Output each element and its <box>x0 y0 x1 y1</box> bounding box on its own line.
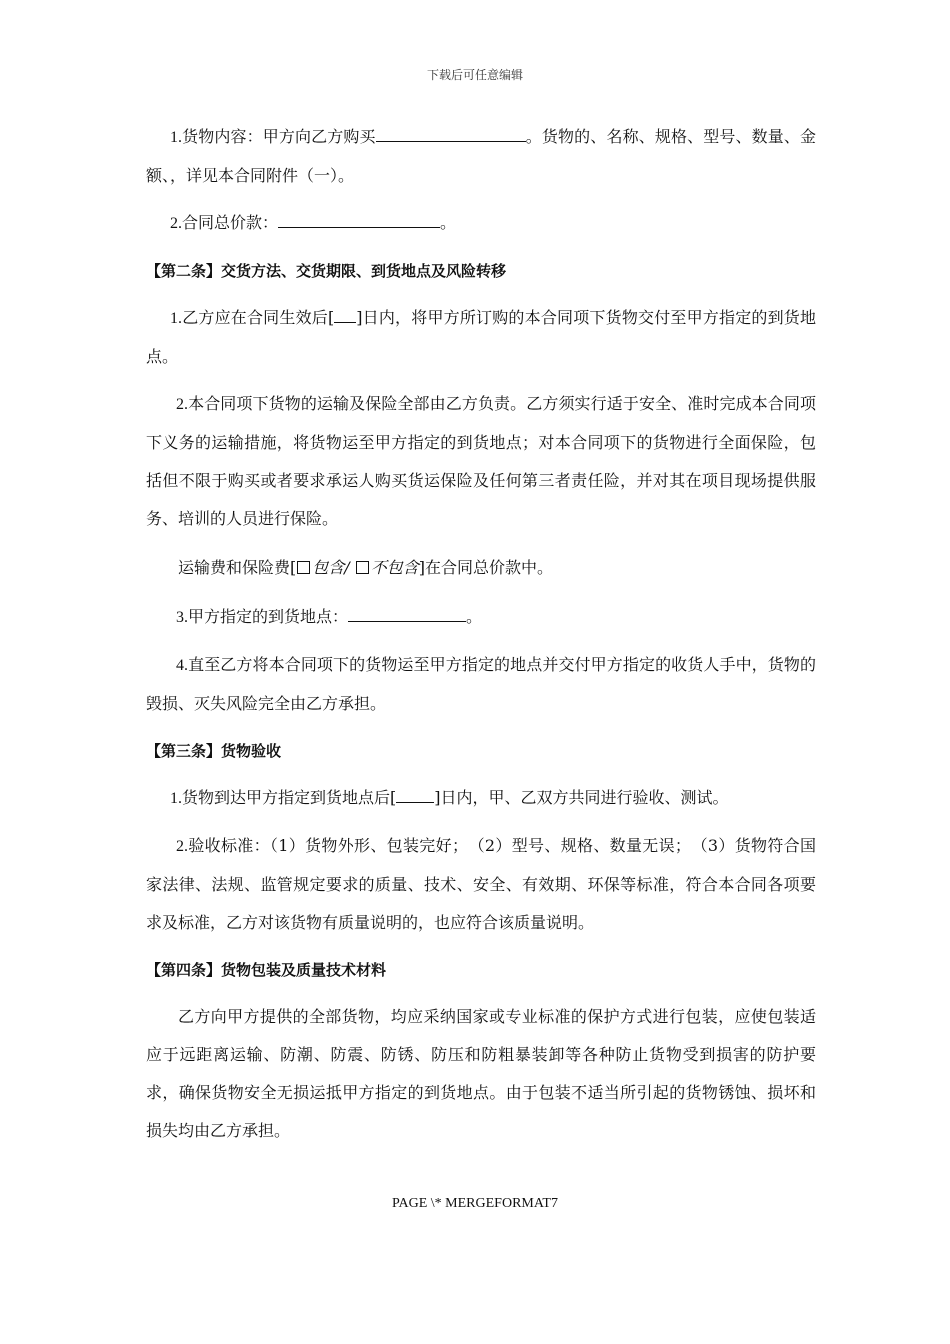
total-price-end: 。 <box>440 213 457 232</box>
total-price-paragraph <box>146 204 816 243</box>
item-number: 2. <box>170 215 182 232</box>
acceptance-days-label: 货物到达甲方指定到货地点后[ <box>182 788 397 807</box>
clause-2-paragraph-3 <box>146 598 816 637</box>
clause-2-paragraph-4 <box>146 646 816 723</box>
delivery-location-end: 。 <box>466 607 483 626</box>
acceptance-standard-text: 验收标准：（1）货物外形、包装完好； （2）型号、规格、数量无误； （3）货物符合国家法律、法规、监管规定要求的质量、技术、安全、有效期、环保等标准，符合本合同各项要求及标准，乙方对该货物有质量说明的，也应符合该质量说明。 <box>146 836 816 932</box>
risk-transfer-text: 直至乙方将本合同项下的货物运至甲方指定的地点并交付甲方指定的收货人手中，货物的毁损、灭失风险完全由乙方承担。 <box>146 655 816 713</box>
option-separator: / <box>344 558 355 577</box>
checkbox-icon[interactable] <box>356 561 369 574</box>
item-number: 1. <box>170 790 182 807</box>
option-not-included: 不包含 <box>370 558 419 577</box>
item-number: 2. <box>176 396 188 413</box>
clause-4-heading: 【第四条】货物包装及质量技术材料 <box>146 961 387 979</box>
delivery-days-label: 乙方应在合同生效后[ <box>182 308 335 327</box>
page-footer: PAGE \* MERGEFORMAT7 <box>392 1196 558 1211</box>
checkbox-icon[interactable] <box>297 561 310 574</box>
clause-2-heading: 【第二条】交货方法、交货期限、到货地点及风险转移 <box>146 262 507 280</box>
clause-2-paragraph-1 <box>146 299 816 376</box>
transport-insurance-text: 本合同项下货物的运输及保险全部由乙方负责。乙方须实行适于安全、准时完成本合同项下义务的运输措施，将货物运至甲方指定的到货地点；对本合同项下的货物进行全面保险，包括但不限于购买或者要求承运人购买货运保险及任何第三者责任险，并对其在项目现场提供服务、培训的人员进行保险。 <box>146 394 816 528</box>
goods-blank-line <box>376 123 526 142</box>
goods-content-rest: 。货物的、名称、规格、型号、数量、金额、，详见本合同附件（一）。 <box>146 127 816 185</box>
clause-4-paragraph-1: 乙方向甲方提供的全部货物，均应采纳国家或专业标准的保护方式进行包装，应使包装适应于远距离运输、防潮、防震、防锈、防压和防粗暴装卸等各种防止货物受到损害的防护要求，确保货物安全无损运抵甲方指定的到货地点。由于包装不适当所引起的货物锈蚀、损坏和损失均由乙方承担。 <box>146 1007 816 1140</box>
document-body <box>146 118 816 1150</box>
clause-3-paragraph-1 <box>146 779 816 818</box>
delivery-days-rest: ]日内，将甲方所订购的本合同项下货物交付至甲方指定的到货地点。 <box>146 308 816 366</box>
page-header: 下载后可任意编辑 <box>426 68 523 82</box>
clause-3-paragraph-2 <box>146 827 816 942</box>
delivery-days-blank <box>334 304 356 323</box>
item-number: 1. <box>170 129 182 146</box>
delivery-location-label: 甲方指定的到货地点： <box>188 607 349 626</box>
total-price-blank-line <box>278 209 440 228</box>
item-number: 1. <box>170 310 182 327</box>
goods-content-label: 货物内容：甲方向乙方购买 <box>182 127 376 146</box>
item-number: 4. <box>176 657 188 674</box>
acceptance-days-rest: ]日内，甲、乙双方共同进行验收、测试。 <box>434 788 729 807</box>
item-number: 3. <box>176 609 188 626</box>
delivery-location-blank-line <box>348 603 466 622</box>
transport-cost-label: 运输费和保险费[ <box>178 558 297 577</box>
goods-content-paragraph <box>146 118 816 195</box>
transport-cost-rest: ]在合同总价款中。 <box>418 558 554 577</box>
option-included: 包含 <box>312 558 345 577</box>
clause-3-heading: 【第三条】货物验收 <box>146 742 282 760</box>
total-price-label: 合同总价款： <box>182 213 279 232</box>
item-number: 2. <box>176 838 188 855</box>
clause-2-paragraph-2 <box>146 385 816 538</box>
transport-cost-paragraph <box>146 549 816 587</box>
acceptance-days-blank <box>396 784 434 803</box>
